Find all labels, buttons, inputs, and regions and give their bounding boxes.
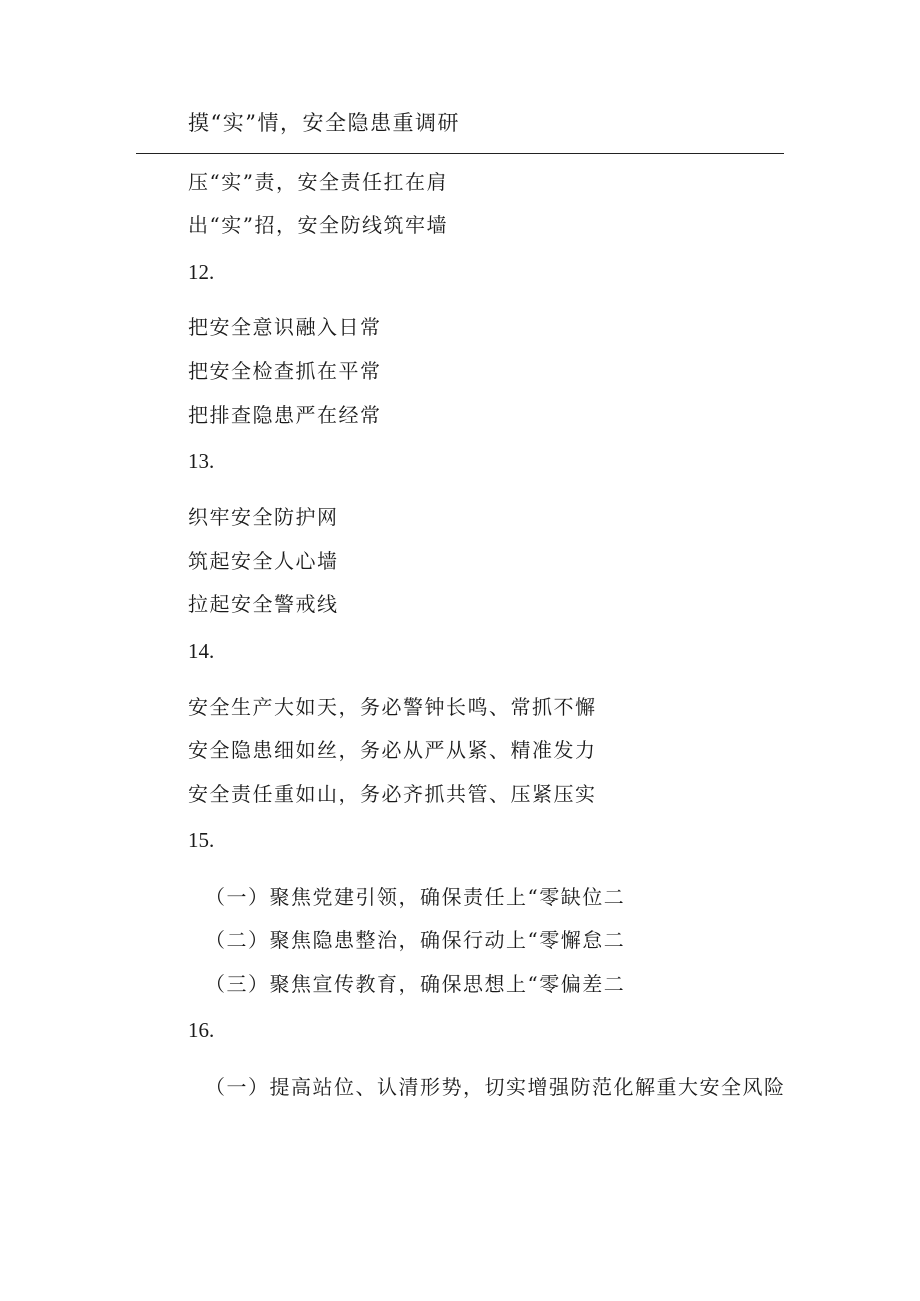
subsection-line: （二）聚焦隐患整治，确保行动上“零懈怠二	[205, 928, 626, 952]
slogan-line: 筑起安全人心墙	[188, 549, 339, 573]
slogan-line: 把安全检查抓在平常	[188, 359, 382, 383]
subsection-line: （一）提高站位、认清形势，切实增强防范化解重大安全风险	[205, 1075, 786, 1099]
page-header-title: 摸“实”情，安全隐患重调研	[188, 111, 460, 135]
slogan-line: 安全生产大如天，务必警钟长鸣、常抓不懈	[188, 695, 597, 719]
slogan-line: 织牢安全防护网	[188, 505, 339, 529]
slogan-line: 出“实”招，安全防线筑牢墙	[188, 213, 448, 237]
slogan-line: 把安全意识融入日常	[188, 315, 382, 339]
slogan-line: 安全责任重如山，务必齐抓共管、压紧压实	[188, 782, 597, 806]
section-number: 12.	[188, 260, 215, 284]
section-number: 13.	[188, 449, 215, 473]
subsection-line: （一）聚焦党建引领，确保责任上“零缺位二	[205, 885, 626, 909]
slogan-line: 压“实”责，安全责任扛在肩	[188, 170, 448, 194]
section-number: 14.	[188, 639, 215, 663]
header-divider	[136, 153, 784, 154]
section-number: 16.	[188, 1018, 215, 1042]
slogan-line: 安全隐患细如丝，务必从严从紧、精准发力	[188, 738, 597, 762]
subsection-line: （三）聚焦宣传教育，确保思想上“零偏差二	[205, 972, 626, 996]
slogan-line: 拉起安全警戒线	[188, 592, 339, 616]
slogan-line: 把排查隐患严在经常	[188, 403, 382, 427]
section-number: 15.	[188, 828, 215, 852]
